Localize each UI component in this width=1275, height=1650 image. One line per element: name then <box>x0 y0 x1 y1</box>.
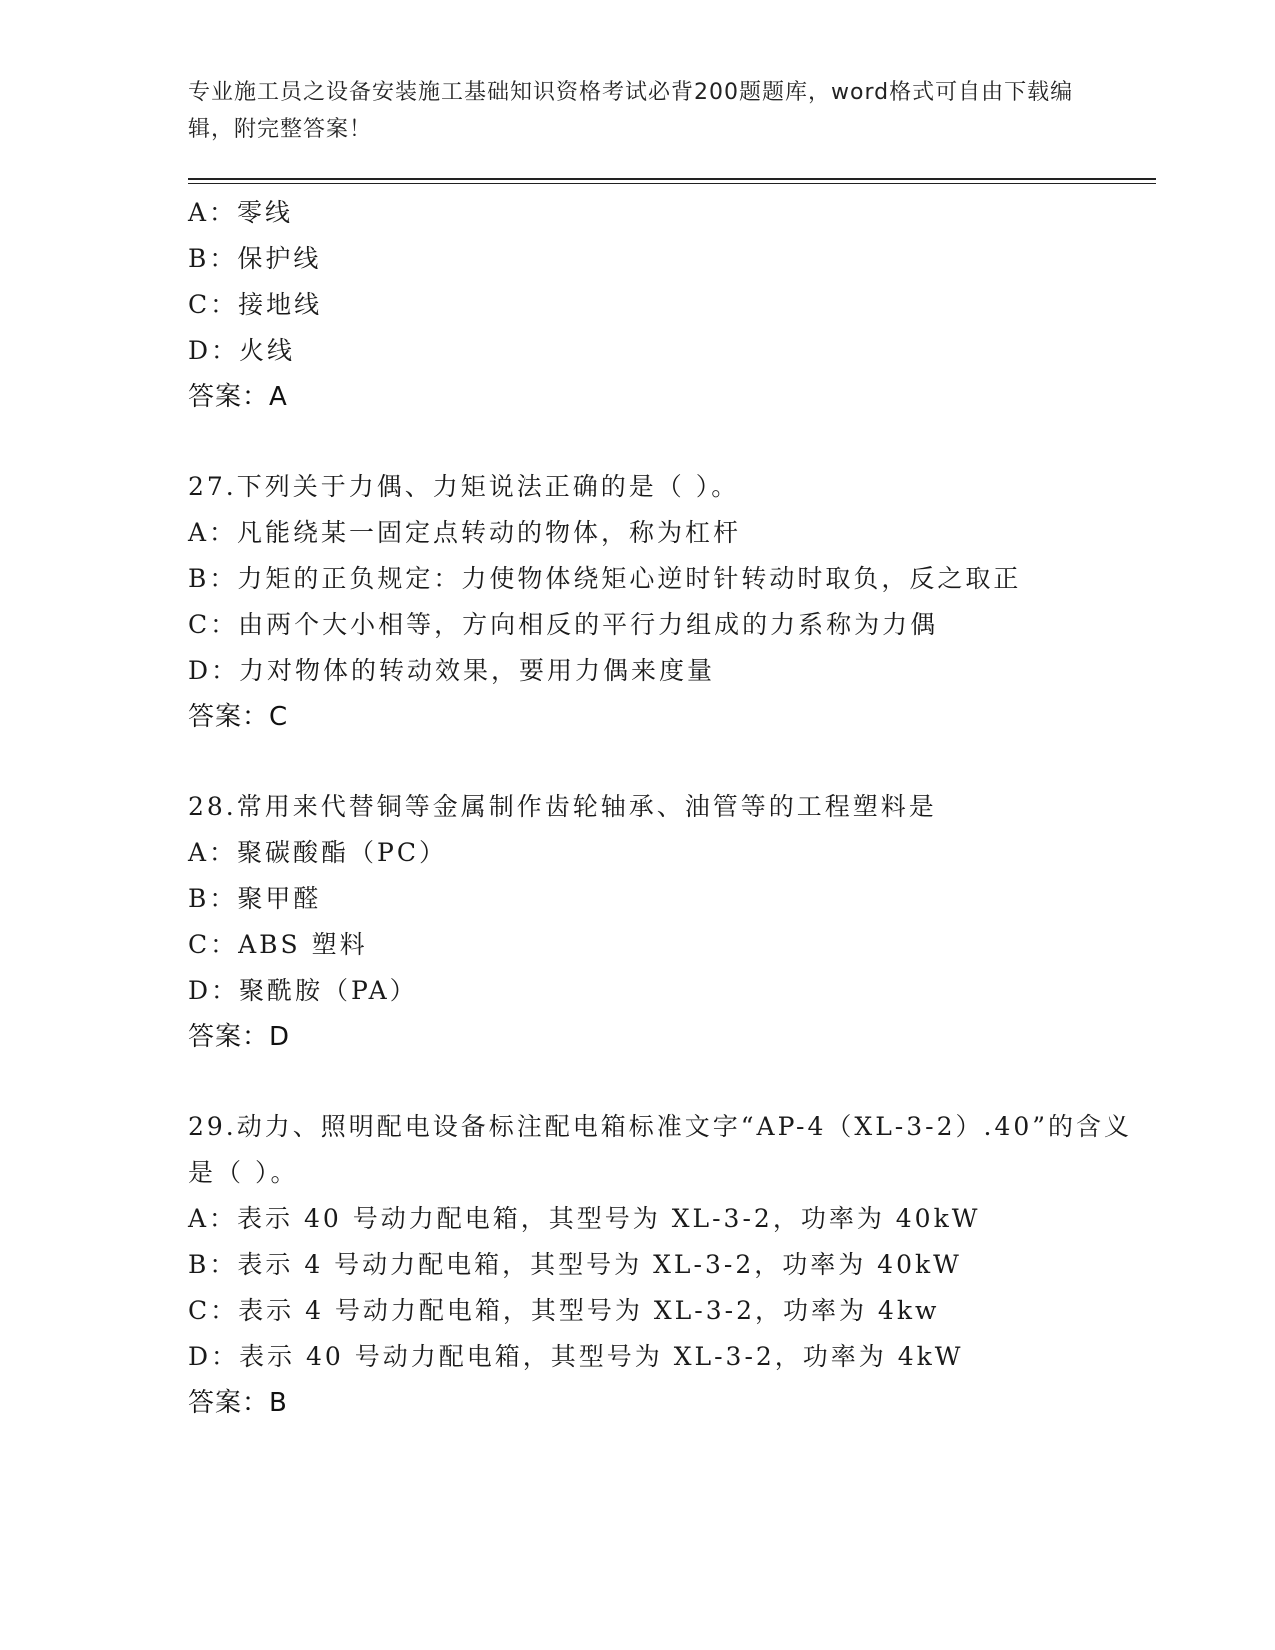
option-c: C：表示 4 号动力配电箱，其型号为 XL-3-2，功率为 4kw <box>188 1296 940 1325</box>
option-a: A：聚碳酸酯（PC） <box>188 838 448 867</box>
question-stem: 28.常用来代替铜等金属制作齿轮轴承、油管等的工程塑料是 <box>188 792 937 821</box>
question-stem: 29.动力、照明配电设备标注配电箱标准文字“AP-4（XL-3-2）.40”的含义是（ ）。 <box>188 1112 1133 1187</box>
document-header: 专业施工员之设备安装施工基础知识资格考试必背200题题库，word格式可自由下载编辑，附完整答案！ <box>188 80 1074 142</box>
option-b: B：力矩的正负规定：力使物体绕矩心逆时针转动时取负，反之取正 <box>188 564 1022 593</box>
option-c: C：接地线 <box>188 290 323 319</box>
question-28 <box>188 784 1148 1060</box>
option-d: D：力对物体的转动效果，要用力偶来度量 <box>188 656 716 685</box>
option-d: D：表示 40 号动力配电箱，其型号为 XL-3-2，功率为 4kW <box>188 1342 964 1371</box>
question-stem: 27.下列关于力偶、力矩说法正确的是（ ）。 <box>188 472 740 501</box>
option-d: D：火线 <box>188 336 296 365</box>
answer-line: 答案：A <box>188 382 288 412</box>
option-a: A：零线 <box>188 198 294 227</box>
spacer <box>188 1060 1148 1104</box>
option-a: A：凡能绕某一固定点转动的物体，称为杠杆 <box>188 518 742 547</box>
option-c: C：ABS 塑料 <box>188 930 368 959</box>
question-26-continued <box>188 190 1148 420</box>
header-divider <box>188 178 1156 180</box>
option-b: B：保护线 <box>188 244 322 273</box>
option-b: B：表示 4 号动力配电箱，其型号为 XL-3-2，功率为 40kW <box>188 1250 962 1279</box>
question-27 <box>188 464 1148 740</box>
option-b: B：聚甲醛 <box>188 884 322 913</box>
question-list <box>188 190 1148 1426</box>
answer-line: 答案：B <box>188 1388 288 1418</box>
option-c: C：由两个大小相等，方向相反的平行力组成的力系称为力偶 <box>188 610 939 639</box>
spacer <box>188 740 1148 784</box>
option-a: A：表示 40 号动力配电箱，其型号为 XL-3-2，功率为 40kW <box>188 1204 981 1233</box>
option-d: D：聚酰胺（PA） <box>188 976 418 1005</box>
spacer <box>188 420 1148 464</box>
answer-line: 答案：D <box>188 1022 291 1052</box>
answer-line: 答案：C <box>188 702 289 732</box>
header-divider-thin <box>188 183 1156 184</box>
question-29 <box>188 1104 1148 1426</box>
